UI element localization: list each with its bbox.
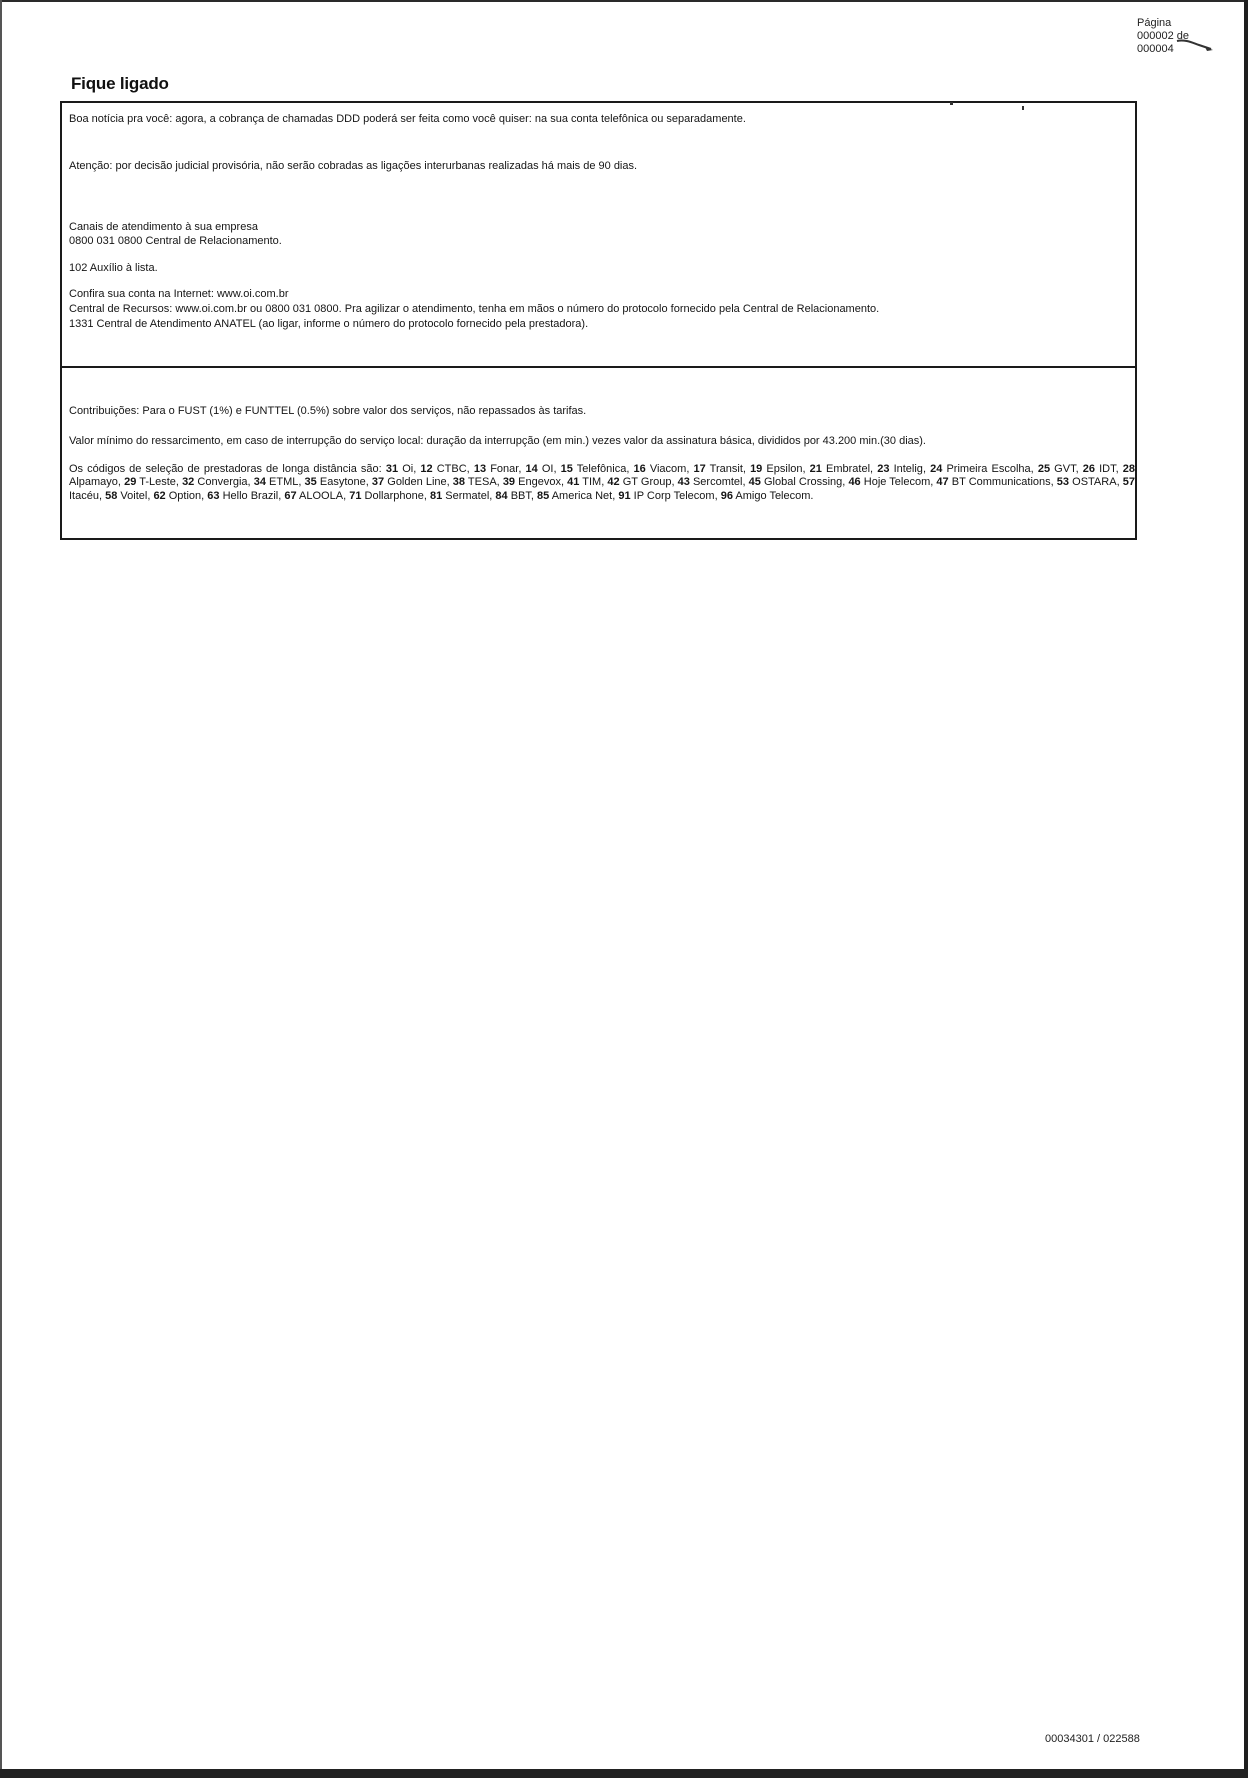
carrier-code: 63 (207, 489, 220, 502)
internet-text: Confira sua conta na Internet: www.oi.com.br (69, 288, 289, 300)
anatel-text: 1331 Central de Atendimento ANATEL (ao ligar, informe o número do protocolo fornecido pela prestadora). (69, 318, 589, 330)
carrier-item (1038, 463, 1076, 475)
carrier-name: IP Corp Telecom (630, 489, 715, 502)
carrier-code: 84 (495, 489, 508, 502)
carrier-name: ALOOLA (296, 489, 344, 502)
carrier-name: BBT (507, 489, 531, 502)
carrier-name: GVT (1050, 463, 1076, 475)
carrier-name: Intelig (889, 463, 923, 475)
scan-speck (950, 102, 953, 105)
carrier-item (750, 463, 802, 475)
carrier-name: Dollarphone (361, 489, 424, 502)
carrier-name: Golden Line (384, 476, 447, 489)
carrier-code: 91 (618, 489, 631, 502)
carrier-code: 58 (105, 489, 118, 502)
carrier-name: Embratel (821, 463, 871, 475)
carrier-code: 29 (124, 476, 137, 489)
carrier-item (694, 463, 743, 475)
carrier-name: Viacom (645, 463, 687, 475)
carrier-name: TIM (579, 476, 602, 489)
carrier-item (254, 476, 299, 488)
carrier-code: 57 (1122, 476, 1135, 489)
scan-edge-bottom (0, 1769, 1248, 1778)
carrier-item (284, 490, 343, 502)
carrier-name: OSTARA (1069, 476, 1117, 489)
carrier-name: Sercomtel (689, 476, 743, 489)
carrier-code: 53 (1056, 476, 1070, 489)
carrier-name: Option (165, 489, 202, 502)
carrier-name: BT Communications (948, 476, 1051, 489)
carrier-item (349, 490, 424, 502)
contribuicoes-text: Contribuições: Para o FUST (1%) e FUNTTEL (0.5%) sobre valor dos serviços, não repassados às tarifas. (69, 405, 587, 417)
carrier-name: Voitel (117, 489, 148, 502)
carrier-code: 24 (930, 463, 943, 475)
carrier-code: 71 (349, 489, 362, 502)
carrier-code: 41 (567, 476, 580, 489)
carrier-item (567, 476, 601, 488)
carrier-item (561, 463, 627, 475)
carrier-code: 37 (371, 476, 385, 489)
carrier-code: 85 (537, 489, 550, 502)
scan-speck (1022, 106, 1024, 110)
carrier-item (420, 463, 466, 475)
carrier-item (474, 463, 518, 475)
recursos-text: Central de Recursos: www.oi.com.br ou 0800 031 0800. Pra agilizar o atendimento, tenha em mãos o número do protocolo fornecido pela Central de Relacionamento. (69, 303, 880, 315)
carrier-item (386, 463, 413, 475)
carrier-name: Hello Brazil (219, 489, 279, 502)
carrier-name: Global Crossing (760, 476, 843, 489)
pen-mark-icon (1175, 37, 1215, 53)
carrier-name: OI (537, 463, 554, 475)
carrier-code: 39 (502, 476, 516, 489)
carrier-item (848, 476, 930, 488)
carrier-name: Alpamayo (69, 476, 118, 489)
carrier-codes-paragraph (69, 463, 1135, 503)
carrier-code: 14 (525, 463, 538, 475)
carrier-code: 16 (633, 463, 646, 475)
carrier-code: 35 (304, 476, 317, 489)
carrier-item (810, 463, 870, 475)
carrier-item (503, 476, 561, 488)
carrier-code: 17 (693, 463, 706, 475)
carrier-name: Hoje Telecom (860, 476, 931, 489)
carrier-code: 32 (182, 476, 195, 489)
page-label: Página (1137, 17, 1172, 29)
carrier-item (305, 476, 366, 488)
info-box (60, 366, 1137, 540)
carrier-item (877, 463, 923, 475)
carrier-code: 34 (253, 476, 266, 489)
scan-edge-right (1244, 0, 1248, 1778)
carrier-name: T-Leste (136, 476, 176, 489)
carrier-item (495, 490, 530, 502)
carrier-item (749, 476, 843, 488)
good-news-text: Boa notícia pra você: agora, a cobrança de chamadas DDD poderá ser feita como você quiser: na sua conta telefônica ou separadamente. (69, 113, 746, 125)
channel-auxilio: 102 Auxílio à lista. (69, 262, 158, 274)
carrier-item (1083, 463, 1116, 475)
carrier-code: 62 (153, 489, 166, 502)
carrier-code: 45 (748, 476, 761, 489)
scan-edge-top (0, 0, 1248, 2)
carrier-name: Engevox (515, 476, 561, 489)
carrier-item (537, 490, 612, 502)
carrier-name: Transit (705, 463, 743, 475)
carrier-name: IDT (1095, 463, 1116, 475)
carrier-name: Fonar (486, 463, 519, 475)
carrier-name: Telefônica (572, 463, 627, 475)
carrier-item (936, 476, 1050, 488)
document-code: 00034301 / 022588 (1045, 1733, 1140, 1745)
section-title: Fique ligado (71, 74, 169, 93)
carrier-item (372, 476, 447, 488)
page-current: 000002 de (1137, 30, 1189, 42)
carrier-code: 96 (720, 489, 733, 502)
carrier-name: GT Group (619, 476, 672, 489)
scan-edge-left (0, 0, 2, 1778)
carrier-item (618, 490, 714, 502)
ressarcimento-text: Valor mínimo do ressarcimento, em caso de interrupção do serviço local: duração da interrupção (em min.) vezes valor da assinatura básica, divididos por 43.200 min.(30 dias). (69, 435, 926, 447)
carrier-code: 13 (473, 463, 487, 475)
carrier-code: 67 (284, 489, 297, 502)
carrier-name: Itacéu (69, 489, 99, 502)
carrier-code: 21 (809, 463, 822, 475)
attention-text: Atenção: por decisão judicial provisória, não serão cobradas as ligações interurbanas realizadas há mais de 90 dias. (69, 160, 638, 172)
carrier-name: TESA (465, 476, 497, 489)
channels-title: Canais de atendimento à sua empresa (69, 221, 258, 233)
carrier-name: America Net (549, 489, 613, 502)
carrier-list: 31 Oi, 12 CTBC, 13 Fonar, 14 OI, 15 Telefônica, 16 Viacom, 17 Transit, 19 Epsilon, 21 Embratel, 23 Intelig, 24 Primeira Escolha, 25 GVT, 26 IDT, 28 Alpamayo, 29 T-Leste, 32 Convergia, 34 ETML, 35 Easytone, 37 Golden Line, 38 TESA, 39 Engevox, 41 TIM, 42 GT Group, 43 Sercomtel, 45 Global Crossing, 46 Hoje Telecom, 47 BT Communications, 53 OSTARA, 57 Itacéu, 58 Voitel, 62 Option, 63 Hello Brazil, 67 ALOOLA, 71 Dollarphone, 81 Sermatel, 84 BBT, 85 America Net, 91 IP Corp Telecom, 96 Amigo Telecom. (69, 463, 1136, 502)
carrier-item (453, 476, 497, 488)
carrier-item (124, 476, 176, 488)
carrier-code: 26 (1082, 463, 1095, 475)
carrier-item (607, 476, 671, 488)
page-total: 000004 (1137, 43, 1174, 55)
carrier-name: Convergia (194, 476, 248, 489)
carrier-name: ETML (265, 476, 299, 489)
carrier-code: 38 (452, 476, 466, 489)
carrier-code: 28 (1122, 463, 1136, 475)
carrier-item (430, 490, 489, 502)
carrier-code: 31 (385, 463, 399, 475)
carrier-item (105, 490, 147, 502)
carrier-code: 23 (877, 463, 890, 475)
carrier-name: Easytone (316, 476, 366, 489)
carrier-code: 15 (560, 463, 573, 475)
carrier-code: 47 (936, 476, 949, 489)
carrier-name: Epsilon (762, 463, 803, 475)
carrier-name: CTBC (432, 463, 467, 475)
carrier-code: 12 (420, 463, 433, 475)
carrier-item (634, 463, 687, 475)
carrier-code: 42 (607, 476, 620, 489)
codes-intro: Os códigos de seleção de prestadoras de longa distância são: (69, 463, 382, 475)
carrier-code: 25 (1037, 463, 1051, 475)
carrier-item (678, 476, 743, 488)
carrier-name: Amigo Telecom (732, 489, 811, 502)
carrier-code: 81 (429, 489, 443, 502)
carrier-code: 43 (677, 476, 690, 489)
carrier-name: Primeira Escolha (942, 463, 1031, 475)
channel-central: 0800 031 0800 Central de Relacionamento. (69, 235, 282, 247)
carrier-name: Sermatel (442, 489, 490, 502)
carrier-item (182, 476, 247, 488)
carrier-item (1057, 476, 1117, 488)
carrier-item (721, 490, 811, 502)
carrier-code: 19 (750, 463, 763, 475)
carrier-item (930, 463, 1031, 475)
carrier-name: Oi (398, 463, 414, 475)
carrier-item (526, 463, 554, 475)
carrier-item (153, 490, 201, 502)
carrier-item (207, 490, 278, 502)
carrier-code: 46 (848, 476, 861, 489)
